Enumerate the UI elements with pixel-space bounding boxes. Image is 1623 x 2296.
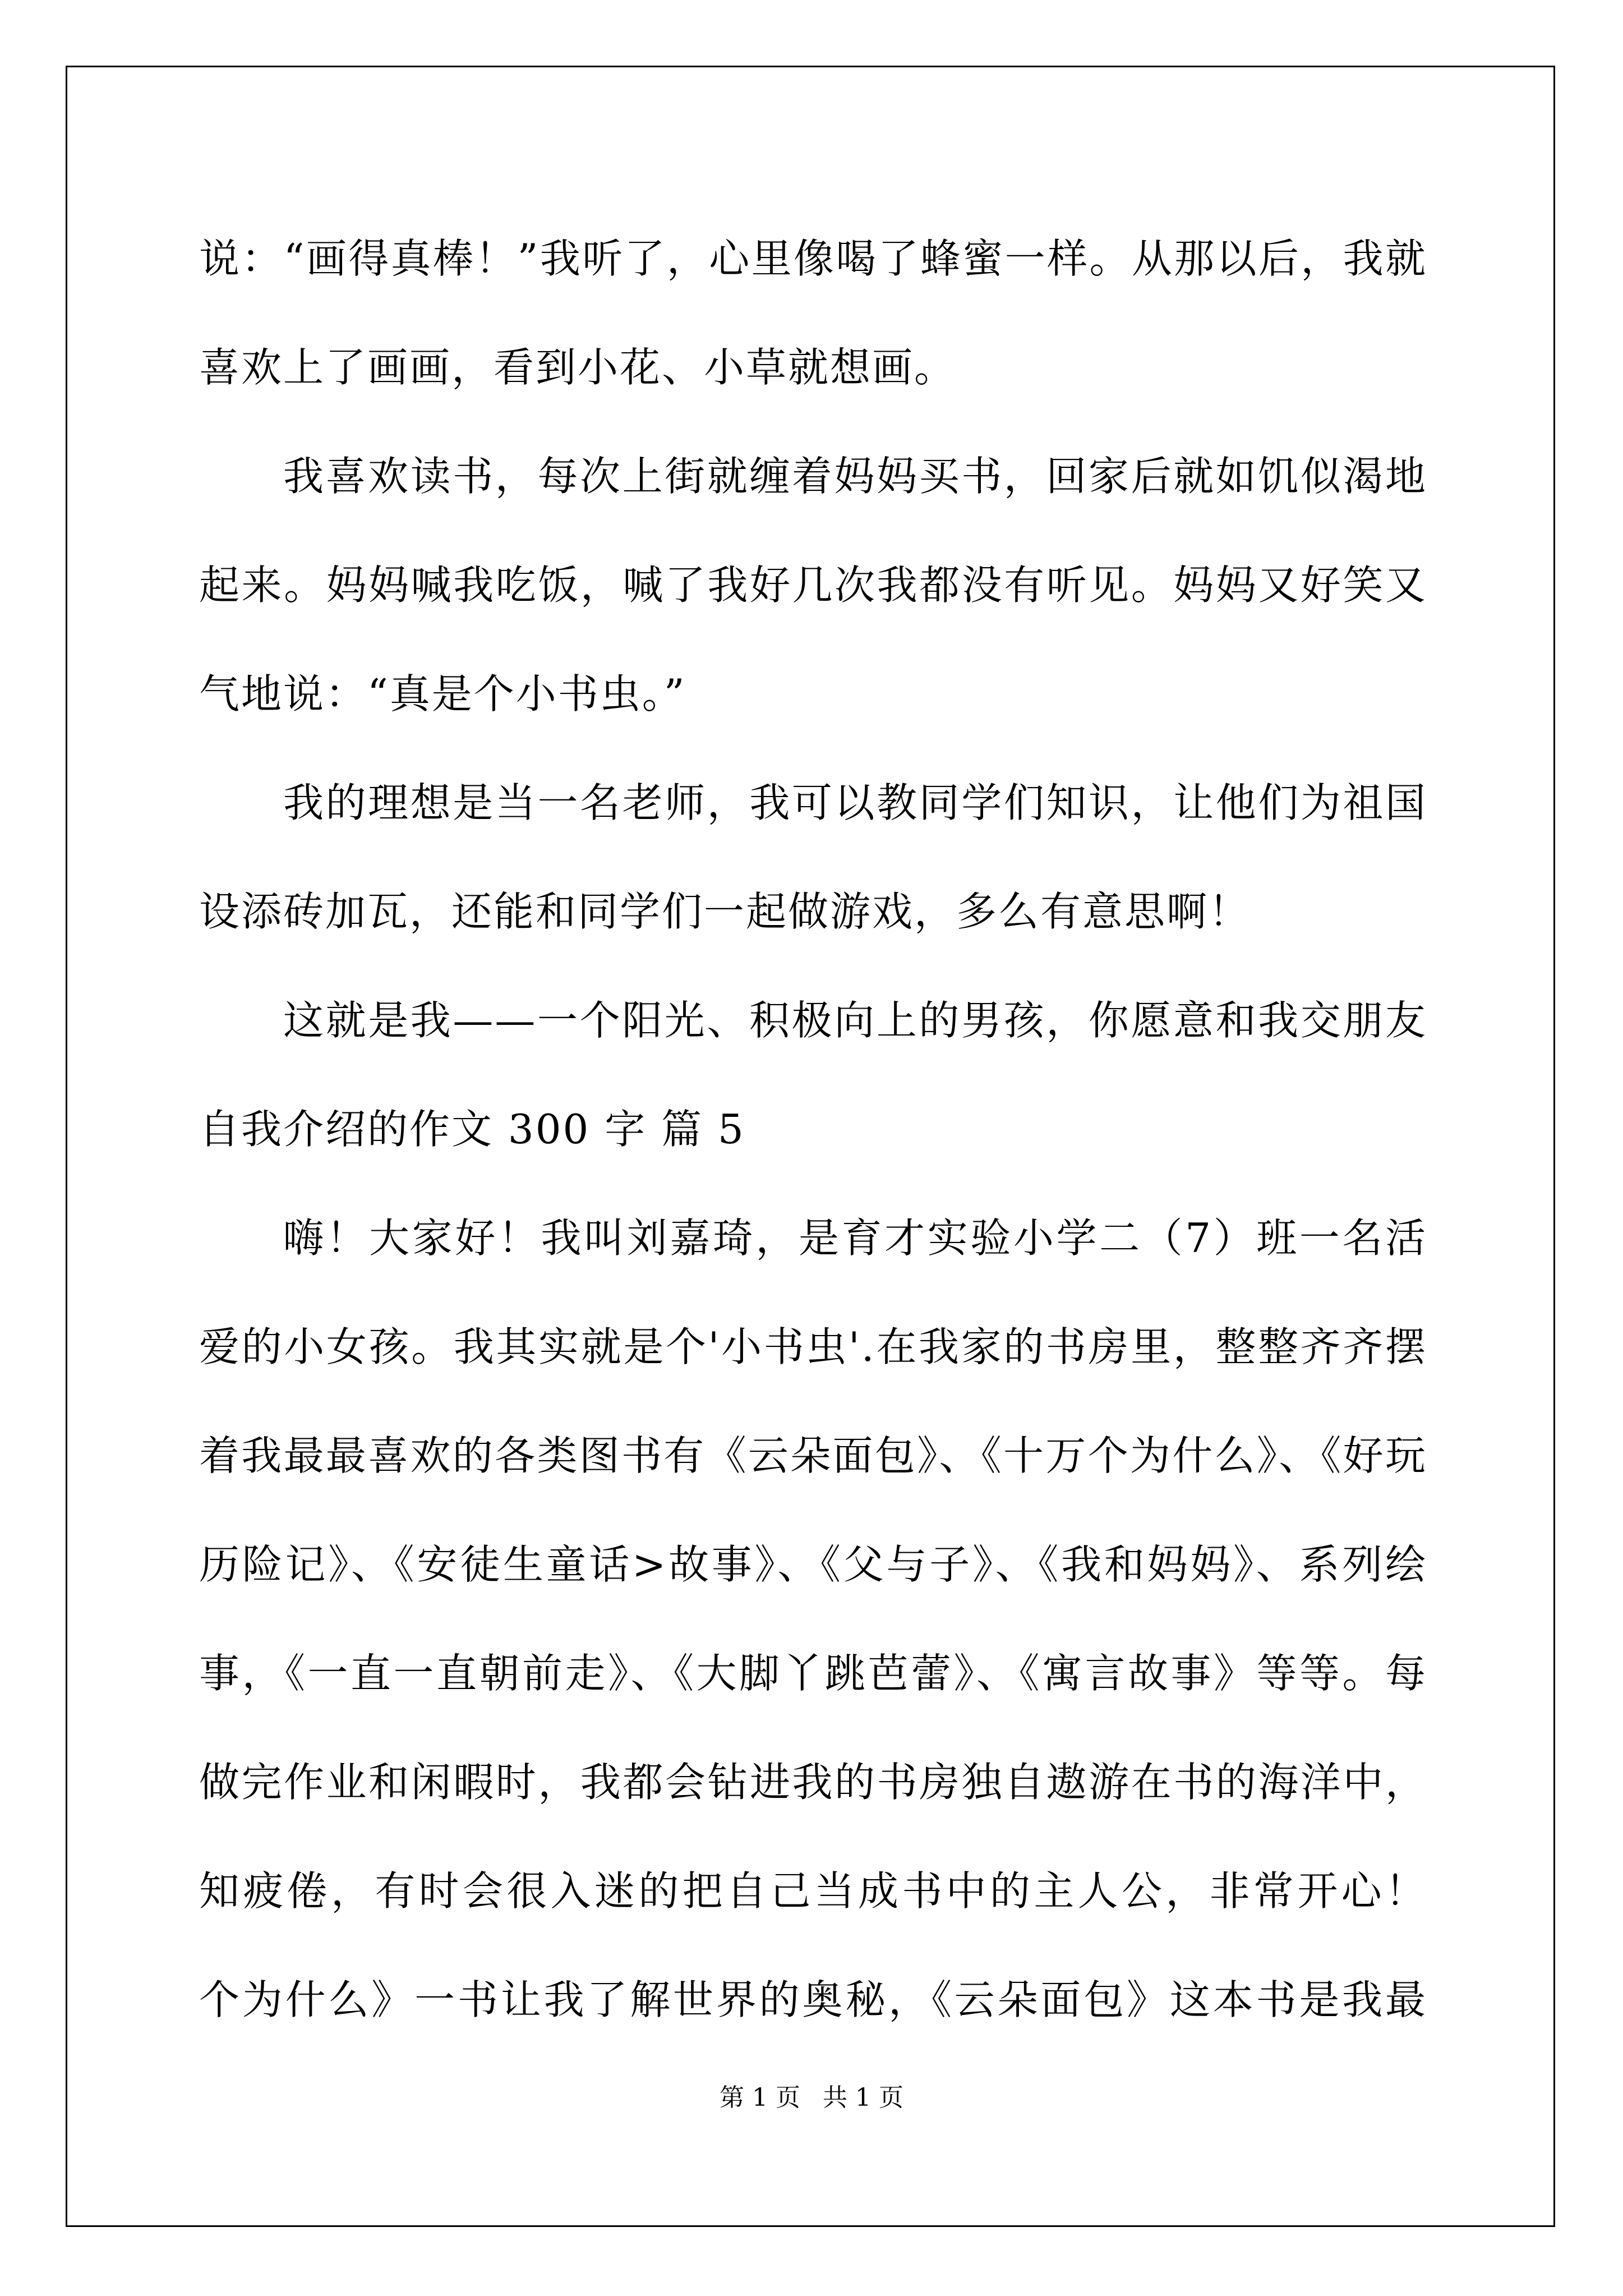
paragraph-line: 说：“画得真棒！”我听了，心里像喝了蜂蜜一样。从那以后，我就 [199, 235, 1427, 282]
paragraph-line: 爱的小女孩。我其实就是个'小书虫'.在我家的书房里，整整齐齐摆 [199, 1323, 1427, 1370]
paragraph-line: 起来。妈妈喊我吃饭，喊了我好几次我都没有听见。妈妈又好笑又 [199, 562, 1427, 609]
paragraph-line: 事，《一直一直朝前走》、《大脚丫跳芭蕾》、《寓言故事》等等。每 [199, 1650, 1427, 1697]
paragraph-line: 着我最最喜欢的各类图书有《云朵面包》、《十万个为什么》、《好玩 [199, 1432, 1427, 1479]
page-number: 第 1 页 [720, 2083, 800, 2112]
paragraph-line: 嗨！大家好！我叫刘嘉琦，是育才实验小学二（7）班一名活 [283, 1214, 1427, 1262]
paragraph-line: 设添砖加瓦，还能和同学们一起做游戏，多么有意思啊！ [199, 888, 1251, 935]
paragraph-line: 气地说：“真是个小书虫。” [199, 670, 686, 717]
paragraph-line: 历险记》、《安徒生童话>故事》、《父与子》、《我和妈妈》、系列绘 [199, 1541, 1427, 1588]
paragraph-line: 知疲倦，有时会很入迷的把自己当成书中的主人公，非常开心！ [199, 1867, 1427, 1915]
paragraph-line: 做完作业和闲暇时，我都会钻进我的书房独自遨游在书的海洋中， [199, 1759, 1427, 1806]
paragraph-line: 我喜欢读书，每次上街就缠着妈妈买书，回家后就如饥似渴地 [283, 453, 1427, 500]
paragraph-line: 这就是我——一个阳光、积极向上的男孩，你愿意和我交朋友 [283, 997, 1427, 1044]
paragraph-line: 个为什么》一书让我了解世界的奥秘，《云朵面包》这本书是我最 [199, 1976, 1427, 2023]
page-footer [0, 2081, 1623, 2115]
section-heading: 自我介绍的作文 300 字 篇 5 [199, 1106, 745, 1153]
page-count: 共 1 页 [823, 2083, 903, 2112]
paragraph-line: 喜欢上了画画，看到小花、小草就想画。 [199, 344, 957, 391]
document-body [199, 204, 1427, 2054]
paragraph-line: 我的理想是当一名老师，我可以教同学们知识，让他们为祖国 [283, 779, 1427, 826]
